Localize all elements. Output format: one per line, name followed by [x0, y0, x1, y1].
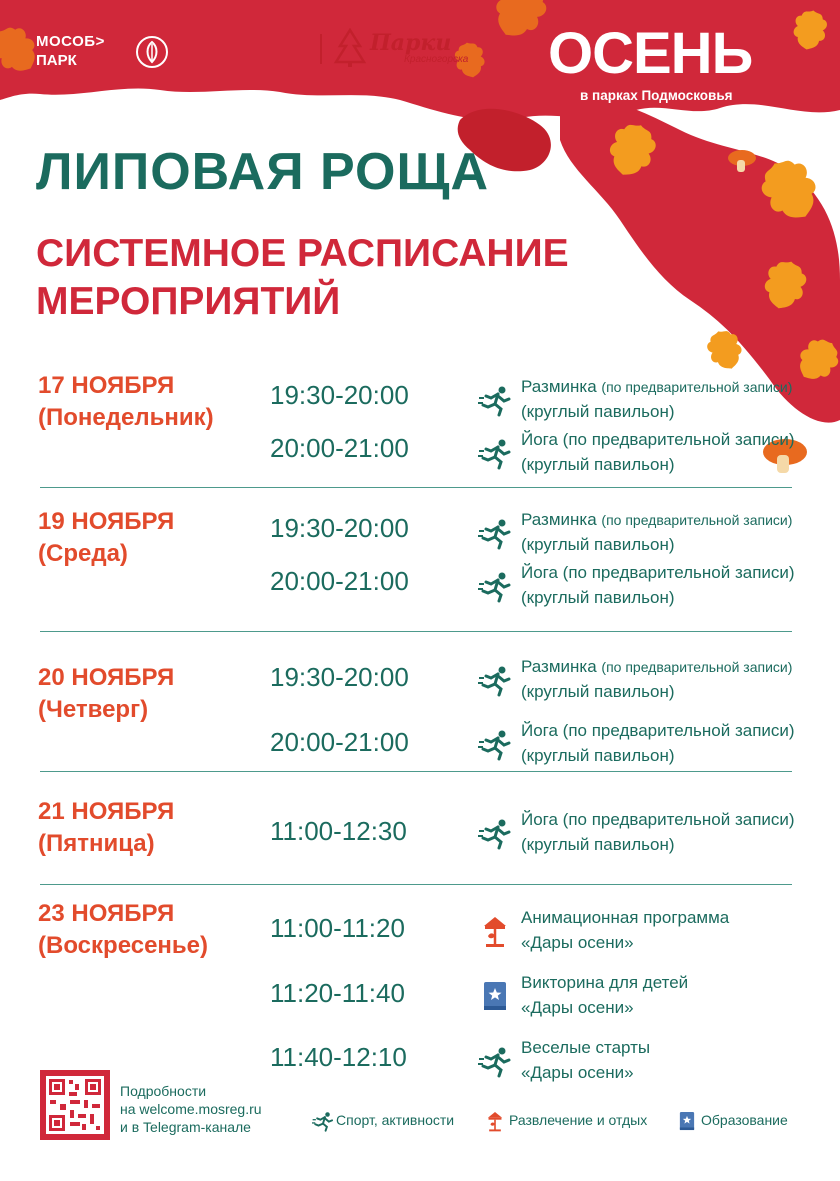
event-title	[521, 510, 792, 530]
event-title-text: Разминка	[521, 510, 597, 529]
osen-logo-word: ОСЕНЬ	[548, 21, 753, 86]
event-place: «Дары осени»	[521, 998, 634, 1017]
event-title	[521, 721, 795, 741]
mosoblpark-logo-line1: МОСОБ>	[36, 33, 105, 50]
day-date: 19 НОЯБРЯ	[38, 508, 175, 535]
legend-fun: Развлечение и отдых	[509, 1112, 648, 1128]
event-title	[521, 810, 795, 830]
event-title-text: Йога (по предварительной записи)	[521, 721, 795, 740]
day-date: 21 НОЯБРЯ	[38, 798, 175, 825]
carousel-icon	[484, 1110, 506, 1132]
sport-icon	[312, 1110, 334, 1132]
event-title	[521, 377, 792, 397]
event-title-text: Викторина для детей	[521, 973, 689, 992]
footer-info-line3: и в Telegram-канале	[120, 1119, 251, 1135]
day-date: 20 НОЯБРЯ	[38, 664, 175, 691]
footer-info-line2: на welcome.mosreg.ru	[120, 1101, 262, 1117]
event-place: (круглый павильон)	[521, 682, 675, 701]
event-title	[521, 1038, 650, 1058]
event-place: «Дары осени»	[521, 1063, 634, 1082]
legend-sport: Спорт, активности	[336, 1112, 455, 1128]
event-time: 20:00-21:00	[270, 566, 409, 596]
event-place: (круглый павильон)	[521, 402, 675, 421]
sport-icon	[478, 383, 512, 417]
event-place: (круглый павильон)	[521, 746, 675, 765]
leaf-emblem-icon	[136, 36, 168, 68]
event-title	[521, 657, 792, 677]
park-title: ЛИПОВАЯ РОЩА	[36, 143, 490, 201]
day-date: 23 НОЯБРЯ	[38, 900, 175, 927]
day-separator	[40, 884, 792, 885]
event-time: 11:20-11:40	[270, 978, 405, 1008]
event-title-text: Анимационная программа	[521, 908, 730, 927]
day-separator	[40, 771, 792, 772]
event-title-text: Йога (по предварительной записи)	[521, 810, 795, 829]
event-note: (по предварительной записи)	[601, 379, 793, 395]
event-title-text: Йога (по предварительной записи)	[521, 430, 795, 449]
event-time: 11:40-12:10	[270, 1042, 407, 1072]
event-title	[521, 973, 688, 993]
mosoblpark-logo-line2: ПАРК	[36, 52, 77, 69]
event-time: 19:30-20:00	[270, 380, 409, 410]
event-time: 19:30-20:00	[270, 662, 409, 692]
logo-divider	[320, 34, 322, 64]
event-place: (круглый павильон)	[521, 455, 675, 474]
event-title-text: Разминка	[521, 377, 597, 396]
parki-logo-subtitle: Красногорска	[404, 54, 469, 65]
osen-logo-subtitle: в парках Подмосковья	[580, 88, 733, 103]
sport-icon	[478, 1044, 512, 1078]
sport-icon	[478, 663, 512, 697]
event-place: (круглый павильон)	[521, 535, 675, 554]
event-title-text: Разминка	[521, 657, 597, 676]
mosoblpark-logo	[36, 33, 166, 73]
sport-icon	[478, 727, 512, 761]
tree-emblem-icon	[332, 28, 368, 68]
day-weekday: (Среда)	[38, 540, 128, 567]
sport-icon	[478, 436, 512, 470]
event-title-text: Йога (по предварительной записи)	[521, 563, 795, 582]
carousel-icon	[478, 914, 512, 948]
event-title	[521, 908, 729, 928]
osen-festival-logo	[548, 21, 808, 106]
schedule-subtitle	[36, 230, 569, 326]
footer-info-line1: Подробности	[120, 1083, 207, 1099]
event-time: 19:30-20:00	[270, 513, 409, 543]
event-place: (круглый павильон)	[521, 835, 675, 854]
event-place: «Дары осени»	[521, 933, 634, 952]
schedule-subtitle-line1: СИСТЕМНОЕ РАСПИСАНИЕ	[36, 232, 569, 275]
day-weekday: (Пятница)	[38, 830, 155, 857]
event-title	[521, 430, 795, 450]
book-icon	[676, 1110, 698, 1132]
event-title-text: Веселые старты	[521, 1038, 651, 1057]
sport-icon	[478, 816, 512, 850]
sport-icon	[478, 516, 512, 550]
day-weekday: (Воскресенье)	[38, 932, 209, 959]
footer-info	[120, 1082, 262, 1136]
event-time: 20:00-21:00	[270, 727, 409, 757]
day-separator	[40, 487, 792, 488]
day-weekday: (Понедельник)	[38, 404, 214, 431]
parki-krasnogorska-logo	[320, 24, 510, 72]
event-note: (по предварительной записи)	[601, 659, 793, 675]
legend-edu: Образование	[701, 1112, 788, 1128]
day-weekday: (Четверг)	[38, 696, 149, 723]
event-place: (круглый павильон)	[521, 588, 675, 607]
day-separator	[40, 631, 792, 632]
event-title	[521, 563, 795, 583]
book-icon	[478, 979, 512, 1013]
day-date: 17 НОЯБРЯ	[38, 372, 175, 399]
event-time: 11:00-12:30	[270, 816, 407, 846]
qr-code	[40, 1070, 110, 1140]
event-time: 11:00-11:20	[270, 913, 405, 943]
sport-icon	[478, 569, 512, 603]
event-time: 20:00-21:00	[270, 433, 409, 463]
parki-logo-name: Парки	[370, 30, 452, 56]
event-note: (по предварительной записи)	[601, 512, 793, 528]
schedule-subtitle-line2: МЕРОПРИЯТИЙ	[36, 280, 341, 323]
